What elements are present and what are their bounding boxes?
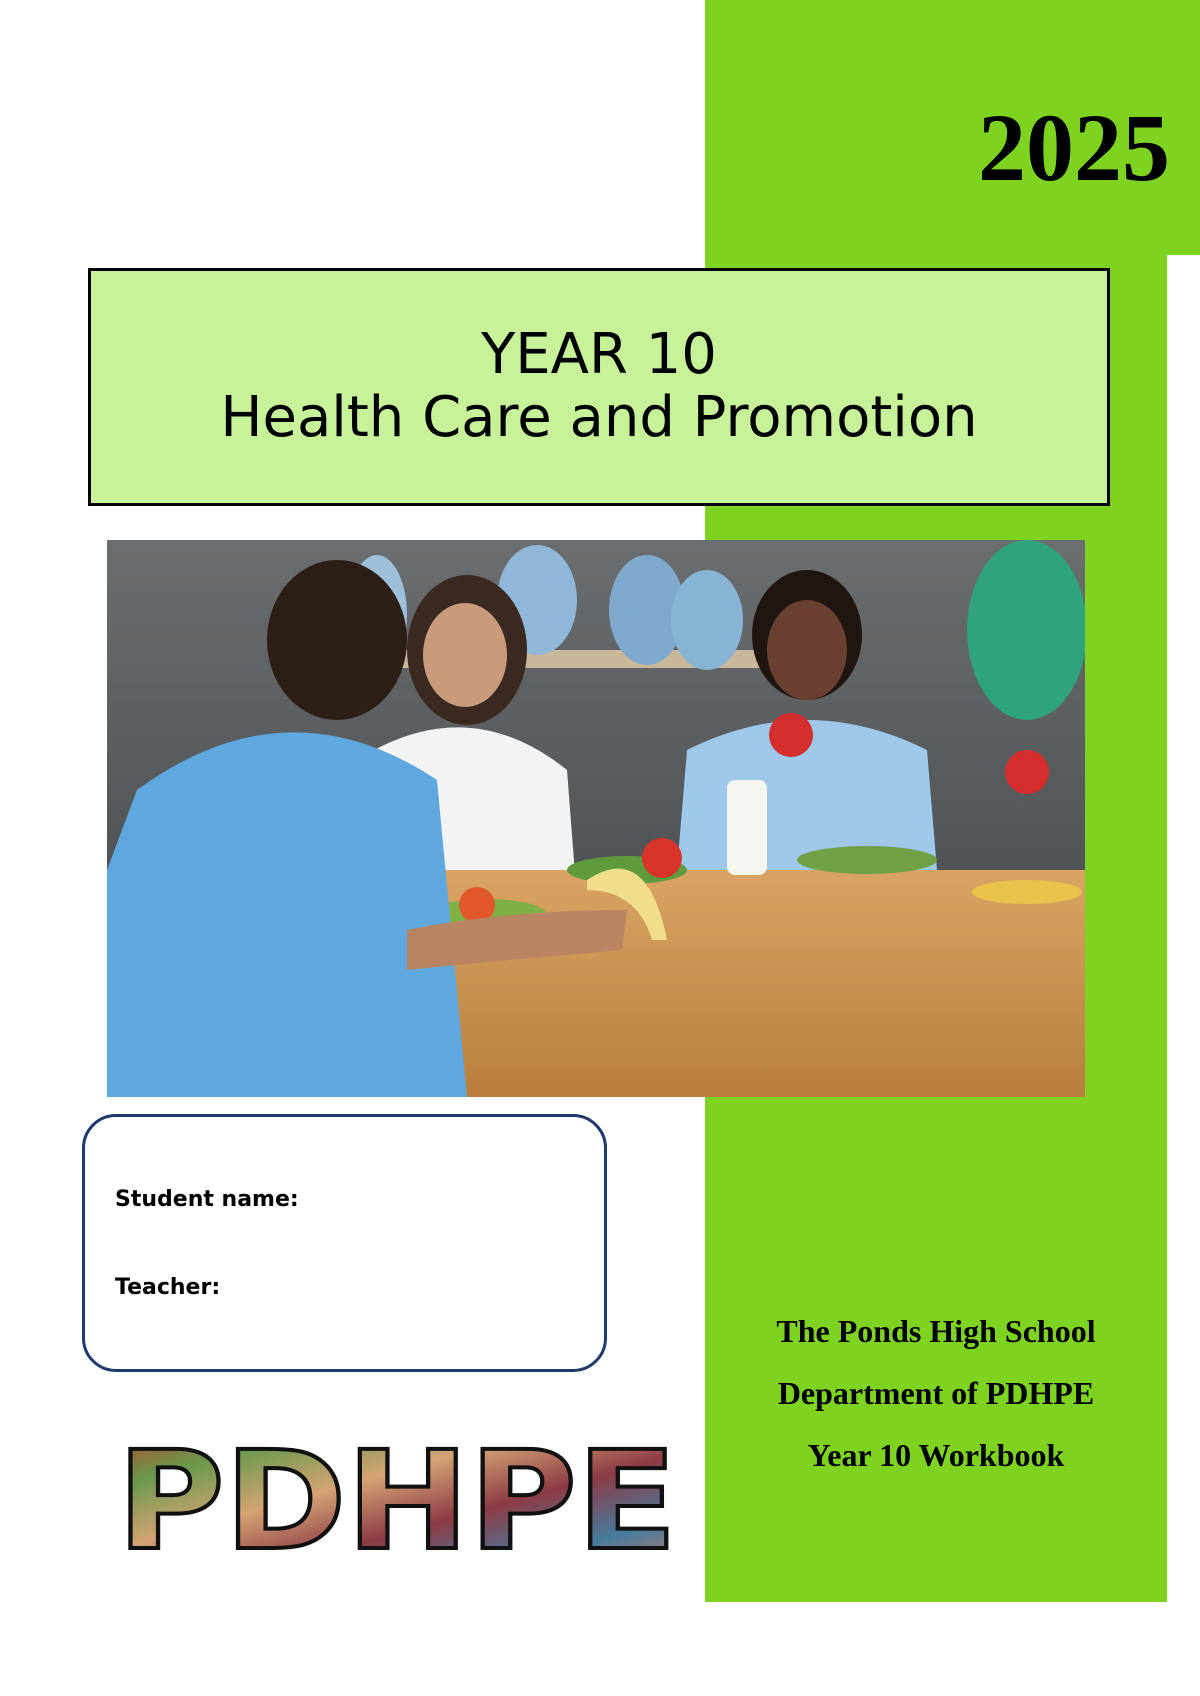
student-name-label: Student name: <box>115 1187 299 1212</box>
workbook-name: Year 10 Workbook <box>807 1437 1065 1473</box>
cover-year: 2025 <box>978 94 1170 201</box>
department-name: Department of PDHPE <box>777 1375 1095 1411</box>
title-topic: Health Care and Promotion <box>220 385 978 450</box>
pdhpe-logo-text: PDHPE <box>117 1440 677 1560</box>
teacher-label: Teacher: <box>115 1275 221 1300</box>
cover-photo <box>107 540 1085 1097</box>
pdhpe-logo-graphic <box>112 1440 682 1560</box>
pdhpe-logo <box>112 1440 682 1560</box>
school-info <box>705 1300 1167 1486</box>
title-year-level: YEAR 10 <box>481 322 717 388</box>
student-info-box <box>82 1114 607 1372</box>
school-name: The Ponds High School <box>776 1313 1096 1349</box>
title-box <box>88 268 1110 506</box>
students-lunch-photo <box>107 540 1085 1097</box>
